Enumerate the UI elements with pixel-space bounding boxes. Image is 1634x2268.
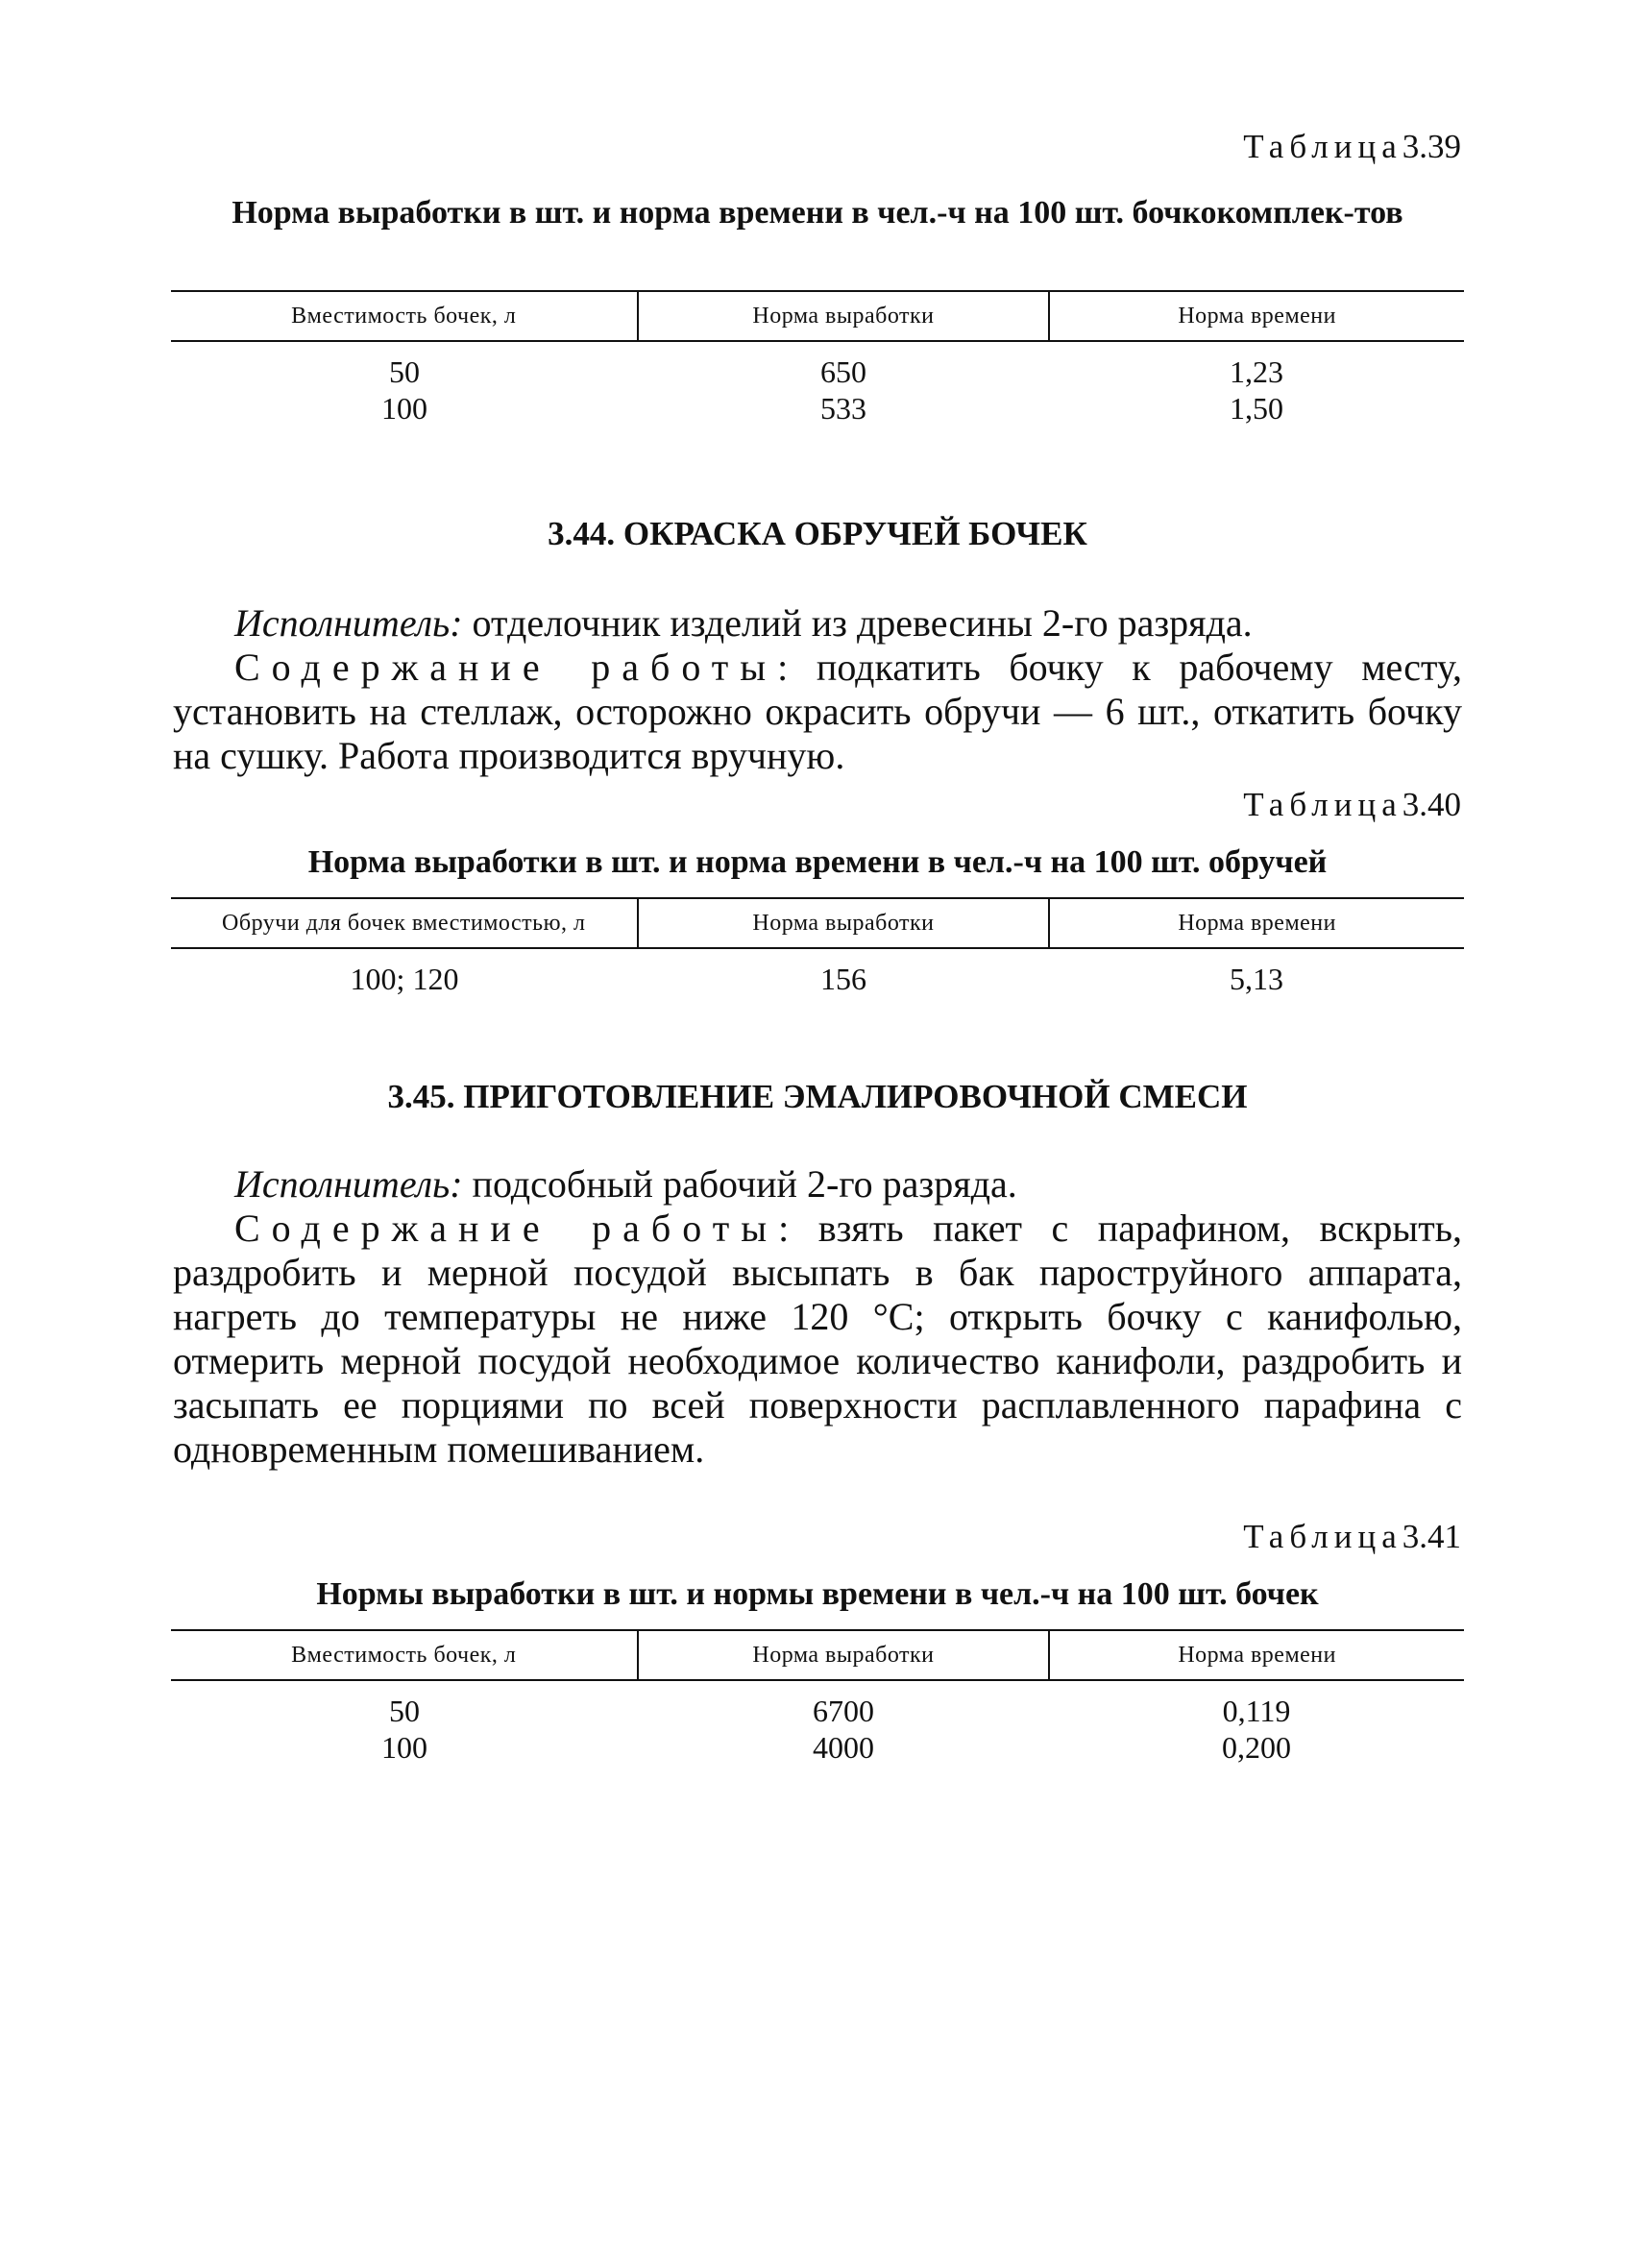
table-cell: 0,200 <box>1222 1730 1291 1765</box>
table-cell: 100; 120 <box>350 962 459 996</box>
table-label-number: 3.40 <box>1402 786 1461 823</box>
table-cell: 100 <box>381 1730 427 1765</box>
section-3-44-body <box>173 601 1462 778</box>
table-title-3-39: Норма выработки в шт. и норма времени в чел.-ч на 100 шт. бочкокомплек-тов <box>232 195 1403 231</box>
table-cell: 156 <box>820 962 866 996</box>
column-header: Норма выработки <box>639 1631 1051 1679</box>
table-title-3-40: Норма выработки в шт. и норма времени в чел.-ч на 100 шт. обручей <box>307 844 1328 880</box>
column-header: Норма выработки <box>639 292 1051 340</box>
table-header <box>171 1629 1464 1681</box>
table-cell: 650 <box>820 354 866 389</box>
table-header <box>171 290 1464 342</box>
content-label: Содержание работы <box>234 1207 779 1250</box>
section-heading-3-44: 3.44. ОКРАСКА ОБРУЧЕЙ БОЧЕК <box>548 515 1087 552</box>
performer-text: отделочник изделий из древесины 2-го разряда. <box>472 601 1253 645</box>
table-cell: 50 <box>389 354 420 389</box>
table-3-40 <box>171 897 1464 997</box>
table-cell: 533 <box>820 391 866 426</box>
section-heading-3-45: 3.45. ПРИГОТОВЛЕНИЕ ЭМАЛИРОВОЧНОЙ СМЕСИ <box>387 1078 1248 1115</box>
section-3-45-body <box>173 1162 1462 1472</box>
table-label-3-40 <box>1243 786 1461 824</box>
table-label-word: Таблица <box>1243 1518 1402 1555</box>
table-label-3-39 <box>1243 128 1461 166</box>
table-row <box>171 1693 1464 1729</box>
column-header: Норма времени <box>1178 1643 1336 1668</box>
column-header: Норма выработки <box>639 899 1051 947</box>
table-label-number: 3.39 <box>1402 128 1461 165</box>
table-label-word: Таблица <box>1243 786 1402 823</box>
performer-text: подсобный рабочий 2-го разряда. <box>472 1162 1017 1206</box>
table-cell: 100 <box>381 391 427 426</box>
table-cell: 1,50 <box>1230 391 1283 426</box>
table-label-number: 3.41 <box>1402 1518 1461 1555</box>
content-text: : подкатить бочку к рабочему месту, установить на стеллаж, осторожно окрасить обручи — 6 шт., откатить бочку на сушку. Работа производится вручную. <box>173 646 1462 777</box>
table-cell: 6700 <box>813 1694 874 1728</box>
column-header: Вместимость бочек, л <box>171 292 639 340</box>
table-3-41 <box>171 1629 1464 1766</box>
table-title-3-41: Нормы выработки в шт. и нормы времени в чел.-ч на 100 шт. бочек <box>316 1576 1319 1612</box>
table-row <box>171 354 1464 390</box>
table-row <box>171 961 1464 997</box>
column-header: Норма времени <box>1178 911 1336 936</box>
content-text: : взять пакет с парафином, вскрыть, раздробить и мерной посудой высыпать в бак пароструйного аппарата, нагреть до температуры не ниже 120 °С; открыть бочку с канифолью, отмерить мерной посудой необходимое количество канифоли, раздробить и засыпать ее порциями по всей поверхности расплавленного парафина с одновременным помешиванием. <box>173 1207 1462 1471</box>
column-header: Норма времени <box>1178 304 1336 329</box>
table-header <box>171 897 1464 949</box>
table-cell: 50 <box>389 1694 420 1728</box>
content-label: Содержание работы <box>234 646 778 689</box>
table-cell: 5,13 <box>1230 962 1283 996</box>
table-label-3-41 <box>1243 1518 1461 1556</box>
table-cell: 1,23 <box>1230 354 1283 389</box>
table-cell: 0,119 <box>1222 1694 1291 1728</box>
performer-label: Исполнитель: <box>234 601 463 645</box>
table-label-word: Таблица <box>1243 128 1402 165</box>
table-row <box>171 1729 1464 1766</box>
column-header: Обручи для бочек вместимостью, л <box>171 899 639 947</box>
column-header: Вместимость бочек, л <box>171 1631 639 1679</box>
performer-label: Исполнитель: <box>234 1162 463 1206</box>
table-cell: 4000 <box>813 1730 874 1765</box>
table-3-39 <box>171 290 1464 427</box>
table-row <box>171 390 1464 427</box>
